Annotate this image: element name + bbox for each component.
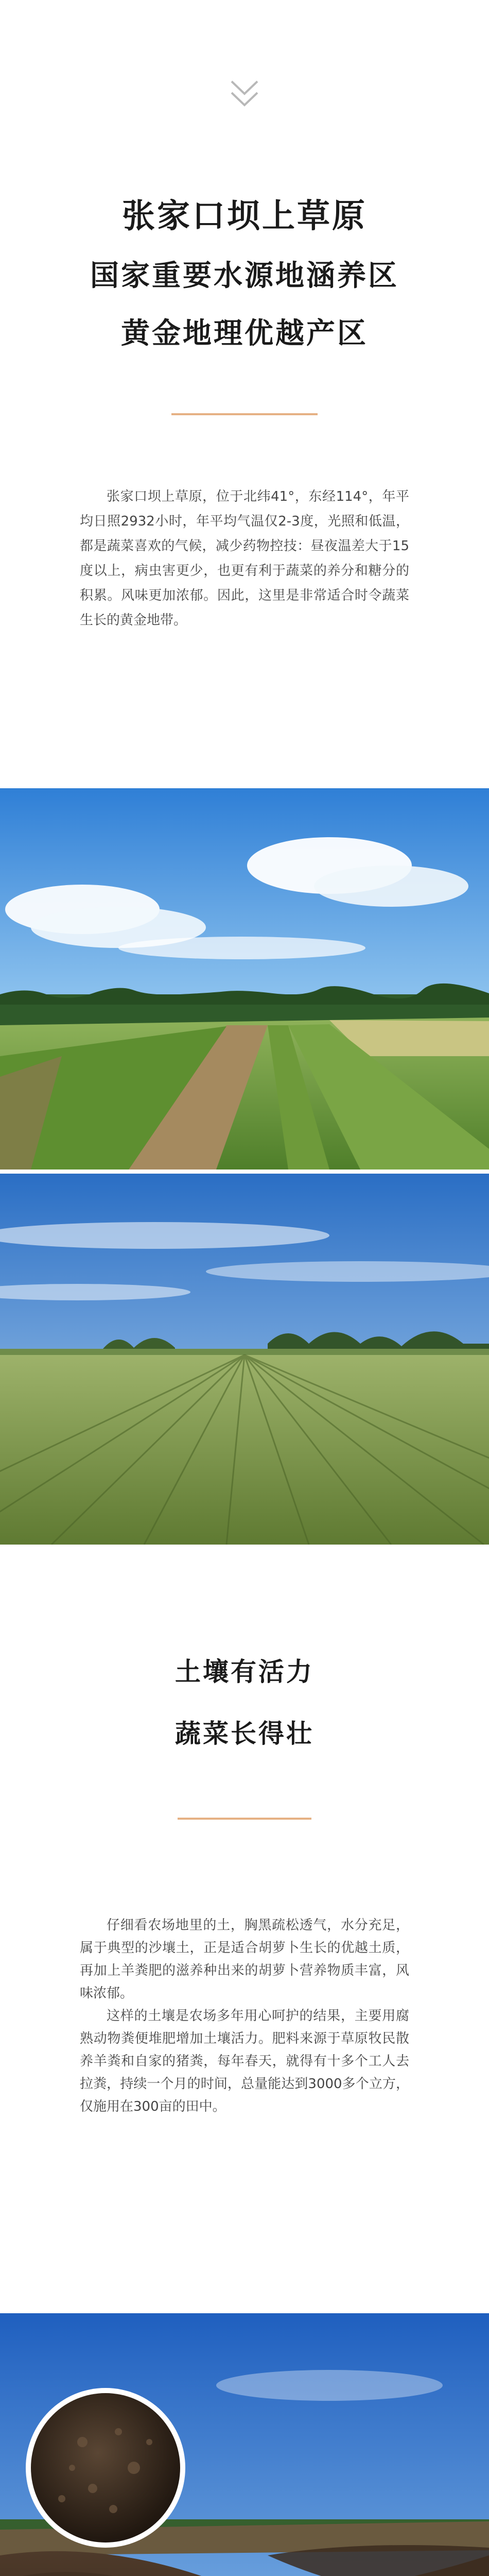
grassland-photo — [0, 788, 489, 1170]
section2-title-line-1: 土壤有活力 — [175, 1657, 314, 1687]
section1-subtitle-b — [0, 319, 489, 348]
section1-subtitle-a — [0, 259, 489, 293]
chevron-down-icon — [226, 72, 263, 118]
section1-title-line-3: 黄金地理优越产区 — [121, 317, 368, 350]
section1-title-line-1: 张家口坝上草原 — [122, 197, 367, 235]
section2-paragraph-1: 仔细看农场地里的土，胸黑疏松透气，水分充足，属于典型的沙壤土，正是适合胡萝卜生长的优越土质，再加上羊粪肥的滋养种出来的胡萝卜营养物质丰富，风味浓郁。 — [80, 1918, 409, 2001]
wheat-field-photo — [0, 1174, 489, 1545]
section1-paragraph: 张家口坝上草原，位于北纬41°，东经114°，年平均日照2932小时，年平均气温仅2-3度，光照和低温，都是蔬菜喜欢的气候，减少药物控技：昼夜温差大于15度以上，病虫害更少，也更有利于蔬菜的养分和糖分的积累。风味更加浓郁。因此，这里是非常适合时令蔬菜生长的黄金地带。 — [80, 489, 409, 628]
section1-title — [0, 197, 489, 235]
section2-paragraphs — [80, 1914, 409, 2118]
section1-divider — [171, 413, 318, 415]
section1-title-line-2: 国家重要水源地涵养区 — [90, 259, 399, 293]
section2-title-line-2: 蔬菜长得壮 — [175, 1719, 314, 1749]
section2-title — [0, 1659, 489, 1685]
section2-divider — [178, 1818, 311, 1820]
section2-paragraph-2: 这样的土壤是农场多年用心呵护的结果，主要用腐熟动物粪便堆肥增加土壤活力。肥料来源于草原牧民散养羊粪和自家的猪粪，每年春天，就得有十多个工人去拉粪，持续一个月的时间，总量能达到3000多个立方，仅施用在300亩的田中。 — [80, 2008, 409, 2114]
soil-photo — [0, 2313, 489, 2576]
section2-subtitle — [0, 1721, 489, 1747]
